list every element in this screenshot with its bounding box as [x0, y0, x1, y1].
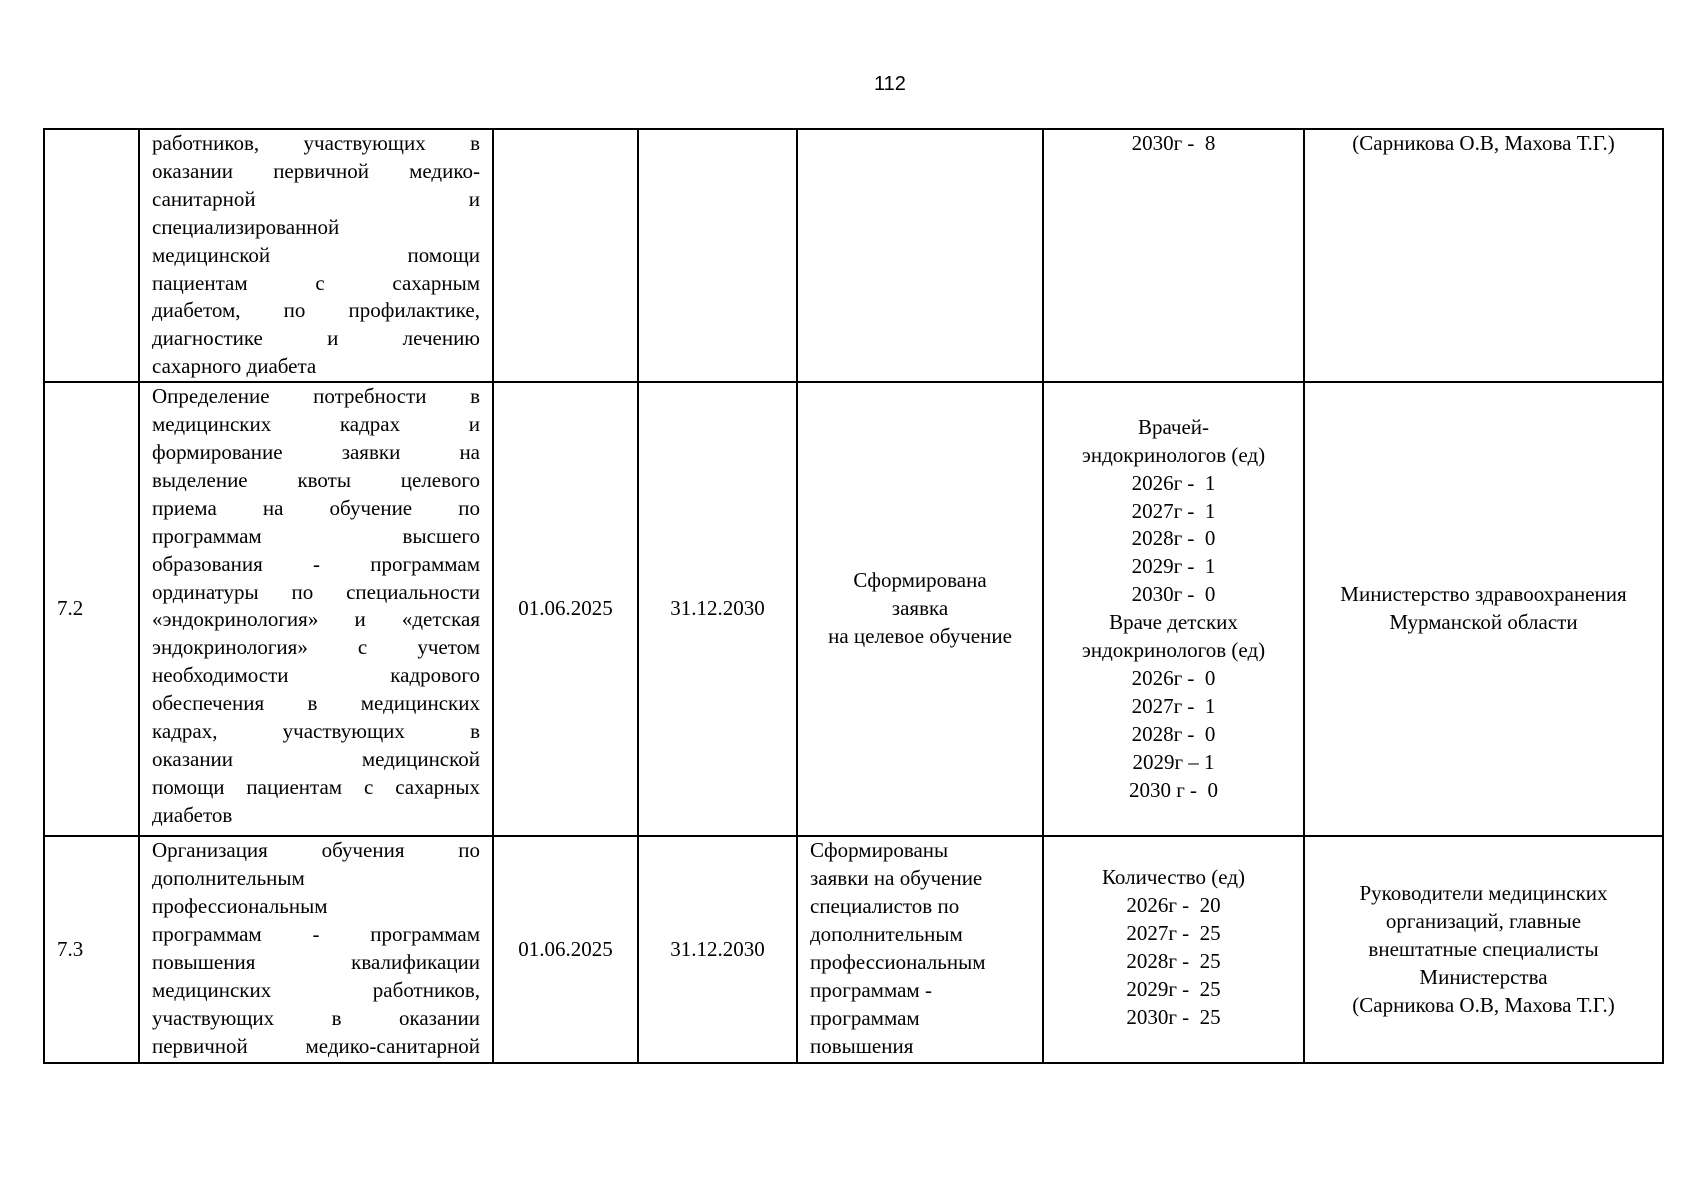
responsible-cell — [1304, 836, 1663, 1063]
description-line: специализированной — [152, 214, 340, 239]
description-line: программам высшего — [152, 523, 480, 548]
result-line: программам - — [810, 977, 932, 1002]
description-line: оказании медицинской — [152, 746, 480, 771]
description-line: оказании первичной медико- — [152, 158, 480, 183]
target-line: 2030г - 0 — [1131, 582, 1216, 607]
target-line: 2030г - 8 — [1131, 131, 1216, 155]
description-line: санитарной и — [152, 186, 480, 211]
responsible-line: Мурманской области — [1389, 610, 1578, 635]
description-line: диагностике и лечению — [152, 326, 480, 351]
description-line: сахарного диабета — [152, 354, 317, 379]
end-date-cell: 31.12.2030 — [638, 382, 797, 836]
description-line: участвующих в оказании — [152, 1005, 480, 1030]
target-line: 2026г - 20 — [1126, 893, 1221, 918]
target-line: 2028г - 25 — [1126, 948, 1221, 973]
activity-description-cell — [139, 129, 493, 382]
result-line: повышения — [810, 1033, 914, 1058]
target-line: 2029г - 1 — [1131, 554, 1216, 579]
description-line: медицинской помощи — [152, 242, 480, 267]
result-line: Сформирована — [853, 568, 987, 593]
description-line: образования - программам — [152, 551, 480, 576]
target-line: Количество (ед) — [1101, 865, 1246, 890]
description-line: профессиональным — [152, 893, 328, 918]
responsible-line: (Сарникова О.В, Махова Т.Г.) — [1352, 992, 1615, 1017]
responsible-line: внештатные специалисты — [1368, 936, 1599, 961]
description-line: эндокринология» с учетом — [152, 635, 480, 660]
description-line: «эндокринология» и «детская — [152, 607, 480, 632]
result-line: на целевое обучение — [828, 624, 1012, 649]
result-line: Сформированы — [810, 838, 949, 863]
description-line: ординатуры по специальности — [152, 579, 480, 604]
description-line: пациентам с сахарным — [152, 270, 480, 295]
start-date-cell: 01.06.2025 — [493, 836, 638, 1063]
description-line: работников, участвующих в — [152, 131, 480, 155]
table-row — [44, 382, 1663, 836]
description-line: повышения квалификации — [152, 949, 480, 974]
responsible-line: (Сарникова О.В, Махова Т.Г.) — [1352, 131, 1615, 155]
description-line: программам - программам — [152, 921, 480, 946]
result-line: дополнительным — [810, 921, 963, 946]
target-indicator-cell — [1043, 836, 1304, 1063]
target-line: эндокринологов (ед) — [1081, 638, 1266, 663]
result-line: заявка — [891, 596, 949, 621]
table-row — [44, 836, 1663, 1063]
description-line: необходимости кадрового — [152, 663, 480, 688]
description-line: обеспечения в медицинских — [152, 691, 480, 716]
description-line: Определение потребности в — [152, 384, 480, 409]
activity-plan-table — [43, 128, 1664, 1064]
description-line: медицинских работников, — [152, 977, 480, 1002]
target-line: Врачей- — [1137, 414, 1210, 439]
target-line: 2030 г - 0 — [1128, 777, 1219, 802]
description-line: формирование заявки на — [152, 439, 480, 464]
activity-description-cell — [139, 382, 493, 836]
responsible-line: Министерства — [1419, 964, 1548, 989]
responsible-line: организаций, главные — [1385, 908, 1582, 933]
target-line: 2028г - 0 — [1131, 721, 1216, 746]
target-line: 2028г - 0 — [1131, 526, 1216, 551]
result-cell — [797, 836, 1043, 1063]
target-line: 2030г - 25 — [1126, 1004, 1221, 1029]
description-line: приема на обучение по — [152, 495, 480, 520]
target-line: Враче детских — [1109, 610, 1238, 635]
description-line: медицинских кадрах и — [152, 412, 480, 437]
result-line: программам — [810, 1005, 920, 1030]
target-line: 2029г - 25 — [1126, 976, 1221, 1001]
description-line: дополнительным — [152, 866, 305, 891]
start-date-cell: 01.06.2025 — [493, 382, 638, 836]
description-line: первичной медико-санитарной — [152, 1033, 480, 1058]
target-indicator-cell — [1043, 382, 1304, 836]
target-line: 2027г - 1 — [1131, 693, 1216, 718]
responsible-cell — [1304, 382, 1663, 836]
description-line: кадрах, участвующих в — [152, 719, 480, 744]
target-line: 2026г - 1 — [1131, 470, 1216, 495]
page-number: 112 — [874, 73, 906, 95]
responsible-cell — [1304, 129, 1663, 382]
description-line: диабетом, по профилактике, — [152, 298, 480, 323]
result-line: специалистов по — [810, 893, 960, 918]
item-number-cell: 7.2 — [44, 382, 139, 836]
end-date-cell: 31.12.2030 — [638, 836, 797, 1063]
target-line: 2026г - 0 — [1131, 665, 1216, 690]
description-line: помощи пациентам с сахарных — [152, 774, 480, 799]
description-line: диабетов — [152, 802, 233, 827]
description-line: выделение квоты целевого — [152, 467, 480, 492]
result-line: профессиональным — [810, 949, 986, 974]
item-number-cell — [44, 129, 139, 382]
target-line: эндокринологов (ед) — [1081, 442, 1266, 467]
responsible-line: Руководители медицинских — [1359, 880, 1608, 905]
activity-description-cell — [139, 836, 493, 1063]
target-line: 2027г - 25 — [1126, 920, 1221, 945]
target-indicator-cell — [1043, 129, 1304, 382]
result-cell — [797, 129, 1043, 382]
description-line: Организация обучения по — [152, 838, 480, 863]
result-cell — [797, 382, 1043, 836]
start-date-cell — [493, 129, 638, 382]
table-row — [44, 129, 1663, 382]
target-line: 2027г - 1 — [1131, 498, 1216, 523]
target-line: 2029г – 1 — [1132, 749, 1215, 774]
end-date-cell — [638, 129, 797, 382]
responsible-line: Министерство здравоохранения — [1340, 582, 1627, 607]
result-line: заявки на обучение — [810, 866, 983, 891]
item-number-cell: 7.3 — [44, 836, 139, 1063]
